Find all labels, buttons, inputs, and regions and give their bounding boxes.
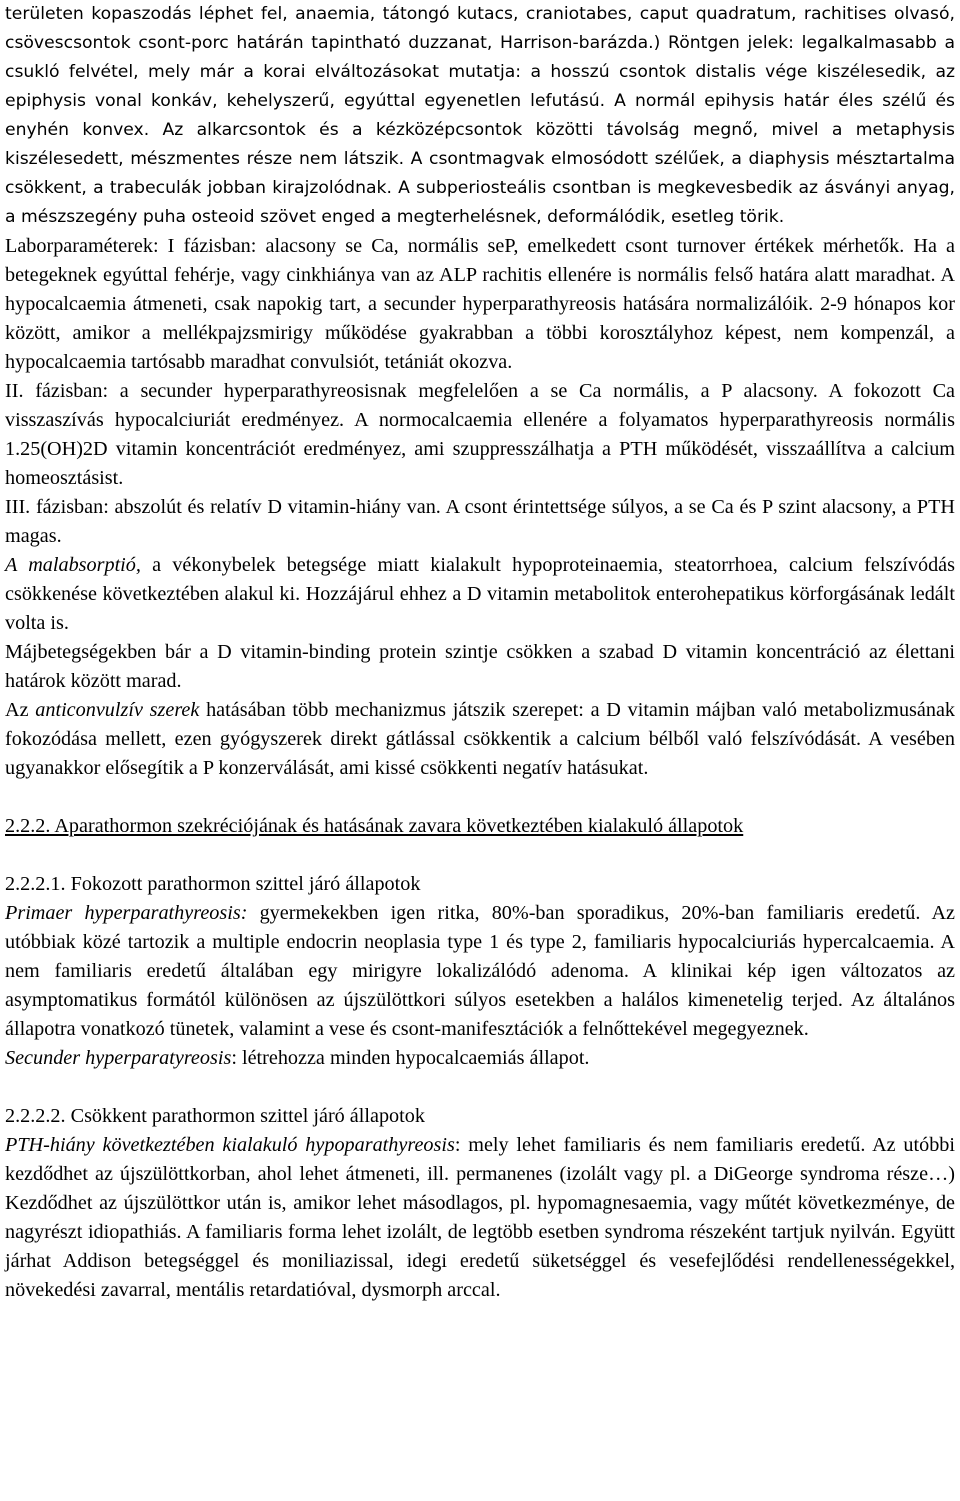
paragraph-malabsorptio [5,551,955,638]
anticonv-prefix: Az [5,699,36,721]
paragraph-rontgen: területen kopaszodás léphet fel, anaemia, tátongó kutacs, craniotabes, caput quadratum, rachitises olvasó, csövescsontok csont-porc határán tapintható duzzanat, Harrison-barázda.) Röntgen jelek: legalkalmasabb a csukló felvétel, mely már a korai elváltozásokat mutatja: a hosszú csontok distalis vége kiszélesedik, az epiphysis vonal konkáv, kehelyszerű, egyúttal egyenetlen lefutású. A normál epihysis határ éles szélű és enyhén konvex. Az alkarcsontok és a kézközépcsontok közötti távolság megnő, mivel a metaphysis kiszélesedett, mészmentes része nem látszik. A csontmagvak elmosódott szélűek, a diaphysis mésztartalma csökkent, a trabeculák jobban kirajzolódnak. A subperiosteális csontban is megkevesbedik az ásványi anyag, a mészszegény puha osteoid szövet enged a megterhelésnek, deformálódik, esetleg törik. [5,4,955,227]
subsection-heading-2-2-2-1: 2.2.2.1. Fokozott parathormon szittel járó állapotok [5,873,421,895]
primaer-text: gyermekekben igen ritka, 80%-ban sporadikus, 20%-ban familiaris eredetű. Az utóbbiak közé tartozik a multiple endocrin neoplasia type 1 és type 2, familiaris hypocalciuriás hypercalcaemia. A nem familiaris eredetű általában egy mirigyre lokalizálódó adenoma. A klinikai kép igen változatos az asymptomatikus formától különösen az újszülöttkori súlyos esetekben a halálos kimenetelig terjed. Az általános állapotra vonatkozó tünetek, valamint a vese és csont-manifesztációk a felnőttekével megegyeznek. [5,902,955,1040]
spacer [5,783,955,812]
secunder-text: : létrehozza minden hypocalcaemiás állapot. [231,1047,590,1069]
paragraph-liver: Májbetegségekben bár a D vitamin-binding protein szintje csökken a szabad D vitamin koncentráció az élettani határok között marad. [5,641,955,692]
section-heading-2-2-2-text: 2.2.2. Aparathormon szekréciójának és hatásának zavara következtében kialakuló állapotok [5,815,744,837]
term-malabsorptio: A malabsorptió, [5,554,141,576]
paragraph-phase-3: III. fázisban: abszolút és relatív D vitamin-hiány van. A csont érintettsége súlyos, a se Ca és P szint alacsony, a PTH magas. [5,496,955,547]
spacer [5,1073,955,1102]
section-heading-2-2-2 [5,812,955,841]
document-page [5,0,955,1305]
paragraph-anticonvulziv [5,696,955,783]
pth-hiany-text: : mely lehet familiaris és nem familiaris eredetű. Az utóbbi kezdődhet az újszülöttkorban, ahol lehet átmeneti, ill. permanenes (izolált vagy pl. a DiGeorge syndroma része…) Kezdődhet az újszülöttkor után is, amikor lehet másodlagos, pl. hypomagnesaemia, vagy műtét következménye, de nagyrészt idiopathiás. A familiaris forma lehet izolált, de legtöbb esetben syndroma részeként tartjuk nyilván. Együtt járhat Addison betegséggel és moniliazissal, idegi eredetű süketséggel és vesefejlődési rendellenességekkel, növekedési zavarral, mentális retardatióval, dysmorph arccal. [5,1134,955,1301]
spacer [5,841,955,870]
term-pth-hiany: PTH-hiány következtében kialakuló hypoparathyreosis [5,1134,455,1156]
malabsorptio-text: a vékonybelek betegsége miatt kialakult hypoproteinaemia, steatorrhoea, calcium felszívódás csökkenése következtében alakul ki. Hozzájárul ehhez a D vitamin metabolitok enterohepatikus körforgásának ledált volta is. [5,554,955,634]
paragraph-secunder [5,1044,955,1073]
term-anticonvulziv: anticonvulzív szerek [35,699,200,721]
anticonv-text: hatásában több mechanizmus játszik szerepet: a D vitamin májban való metabolizmusának fokozódása mellett, ezen gyógyszerek direkt gátlással csökkentik a calcium bélből való felszívódását. A vesében ugyanakkor elősegítik a P konzerválását, ami kissé csökkenti negatív hatásukat. [5,699,956,779]
paragraph-pth-hiany [5,1131,955,1305]
subsection-heading-2-2-2-2: 2.2.2.2. Csökkent parathormon szittel járó állapotok [5,1105,425,1127]
term-secunder: Secunder hyperparatyreosis [5,1047,232,1069]
term-primaer: Primaer hyperparathyreosis: [5,902,248,924]
paragraph-labor: Laborparaméterek: I fázisban: alacsony se Ca, normális seP, emelkedett csont turnover értékek mérhetők. Ha a betegeknek egyúttal fehérje, vagy cinkhiánya van az ALP rachitis ellenére is normális felső határa alatt maradhat. A hypocalcaemia átmeneti, csak napokig tart, a secunder hyperparathyreosis hatására normalizálóik. 2-9 hónapos kor között, amikor a mellékpajzsmirigy működése gyakrabban a többi korosztályhoz képest, nem kompenzál, a hypocalcaemia tartósabb maradhat convulsiót, tetániát okozva. [5,235,955,373]
paragraph-primaer [5,899,955,1044]
paragraph-phase-2: II. fázisban: a secunder hyperparathyreosisnak megfelelően a se Ca normális, a P alacsony. A fokozott Ca visszaszívás hypocalciuriát eredményez. A normocalcaemia ellenére a folyamatos hyperparathyreosis normális 1.25(OH)2D vitamin koncentrációt eredményez, ami szuppresszálhatja a PTH működését, visszaállítva a calcium homeosztásist. [5,380,955,489]
